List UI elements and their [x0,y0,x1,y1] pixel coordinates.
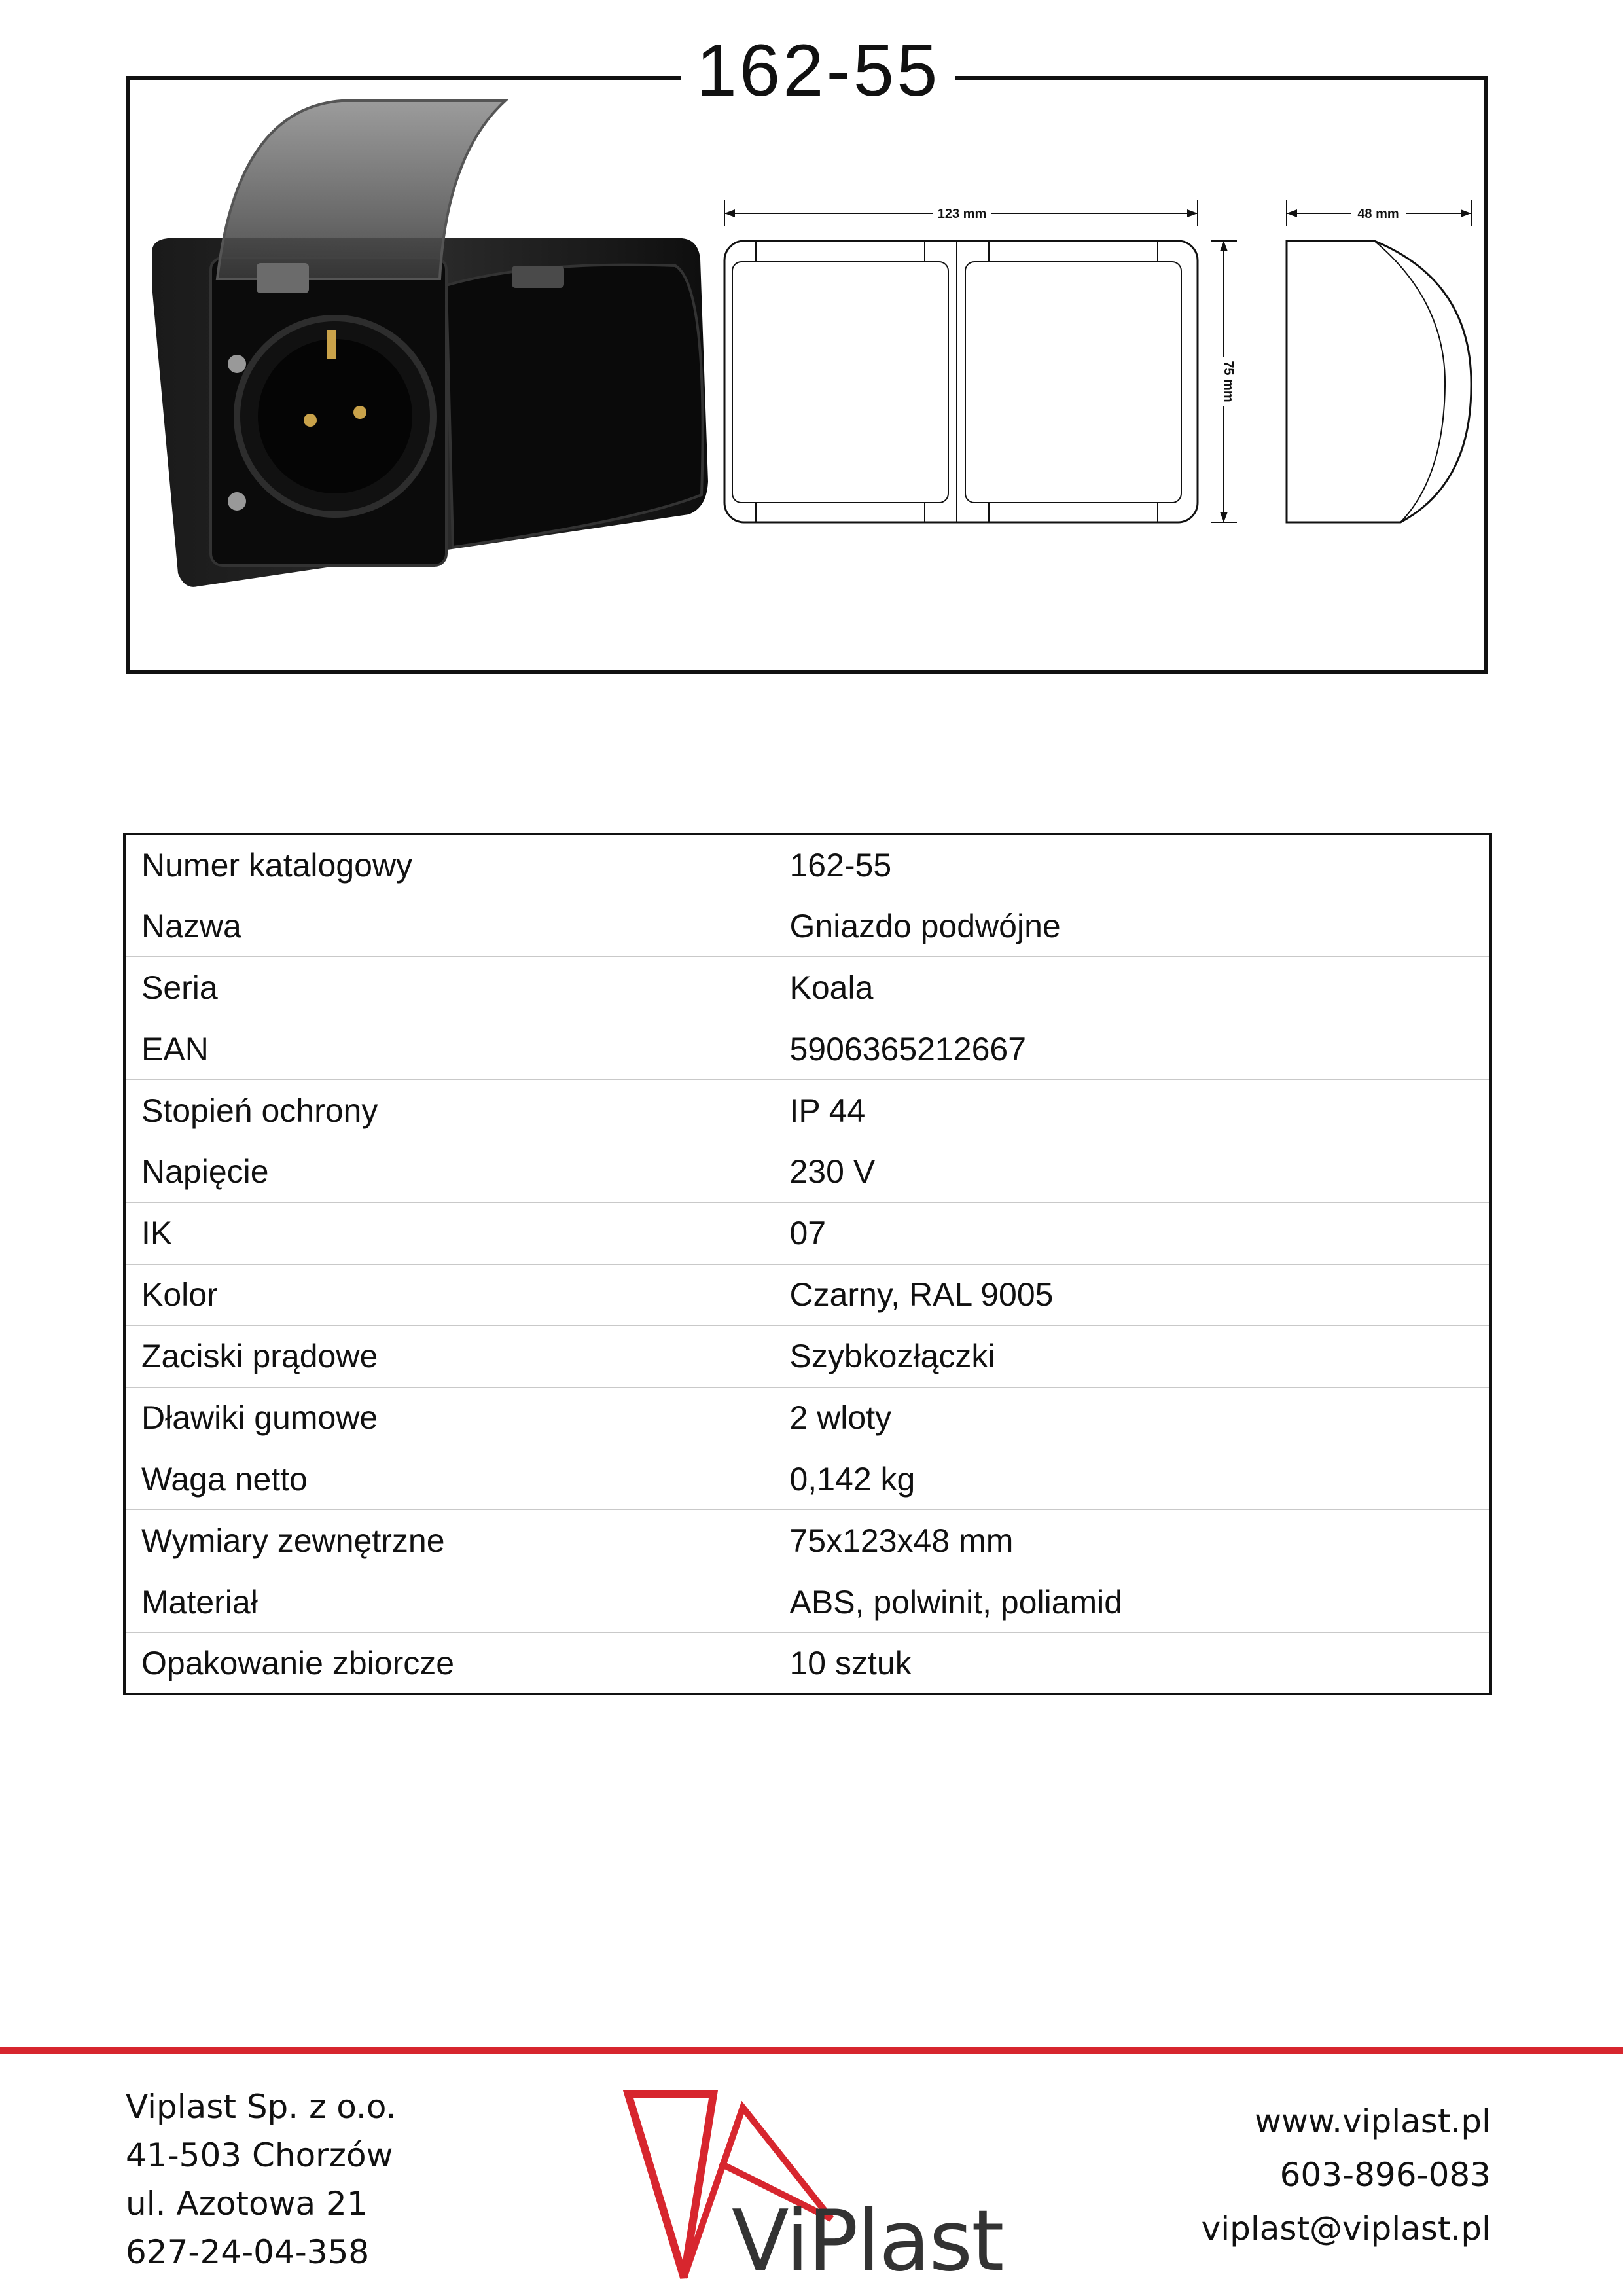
company-nip: 627-24-04-358 [126,2233,370,2271]
spec-label: Kolor [124,1264,774,1325]
table-row [124,1325,1491,1387]
product-code-title: 162-55 [681,25,955,117]
specification-table [123,833,1492,1695]
spec-value: ABS, polwinit, poliamid [774,1571,1491,1633]
table-row [124,1633,1491,1695]
spec-label: Wymiary zewnętrzne [124,1510,774,1571]
side-view-drawing [1276,190,1492,543]
product-photo [139,89,728,606]
spec-value: 10 sztuk [774,1633,1491,1695]
footer-divider [0,2047,1623,2054]
spec-label: Numer katalogowy [124,834,774,895]
website-link[interactable]: www.viplast.pl [1255,2102,1491,2140]
spec-label: EAN [124,1018,774,1080]
height-dimension-label: 75 mm [1221,361,1236,403]
company-city: 41-503 Chorzów [126,2136,393,2174]
spec-value: Czarny, RAL 9005 [774,1264,1491,1325]
spec-label: Opakowanie zbiorcze [124,1633,774,1695]
spec-label: Waga netto [124,1448,774,1510]
table-row [124,1264,1491,1325]
spec-value: IP 44 [774,1080,1491,1141]
spec-label: Zaciski prądowe [124,1325,774,1387]
table-row [124,957,1491,1018]
company-address [126,2083,396,2276]
spec-value: Szybkozłączki [774,1325,1491,1387]
table-row [124,1387,1491,1448]
table-row [124,1080,1491,1141]
table-row [124,834,1491,895]
table-row [124,895,1491,957]
table-row [124,1510,1491,1571]
table-row [124,1448,1491,1510]
spec-value: 07 [774,1202,1491,1264]
spec-value: 230 V [774,1141,1491,1202]
spec-label: IK [124,1202,774,1264]
spec-label: Materiał [124,1571,774,1633]
company-street: ul. Azotowa 21 [126,2185,368,2223]
spec-label: Seria [124,957,774,1018]
spec-label: Stopień ochrony [124,1080,774,1141]
phone-number: 603-896-083 [1279,2156,1491,2194]
spec-label: Nazwa [124,895,774,957]
table-row [124,1571,1491,1633]
spec-value: 162-55 [774,834,1491,895]
company-name: Viplast Sp. z o.o. [126,2088,397,2126]
depth-dimension-label: 48 mm [1357,207,1399,221]
email-link[interactable]: viplast@viplast.pl [1201,2210,1491,2248]
contact-info [1202,2094,1491,2255]
spec-value: 5906365212667 [774,1018,1491,1080]
spec-value: Koala [774,957,1491,1018]
table-row [124,1141,1491,1202]
spec-label: Napięcie [124,1141,774,1202]
spec-value: 2 wloty [774,1387,1491,1448]
width-dimension-label: 123 mm [937,207,987,221]
table-row [124,1202,1491,1264]
spec-value: 0,142 kg [774,1448,1491,1510]
table-row [124,1018,1491,1080]
spec-label: Dławiki gumowe [124,1387,774,1448]
spec-value: 75x123x48 mm [774,1510,1491,1571]
logo-text: ViPlast [732,2193,1003,2290]
spec-value: Gniazdo podwójne [774,895,1491,957]
front-view-drawing [717,190,1240,543]
